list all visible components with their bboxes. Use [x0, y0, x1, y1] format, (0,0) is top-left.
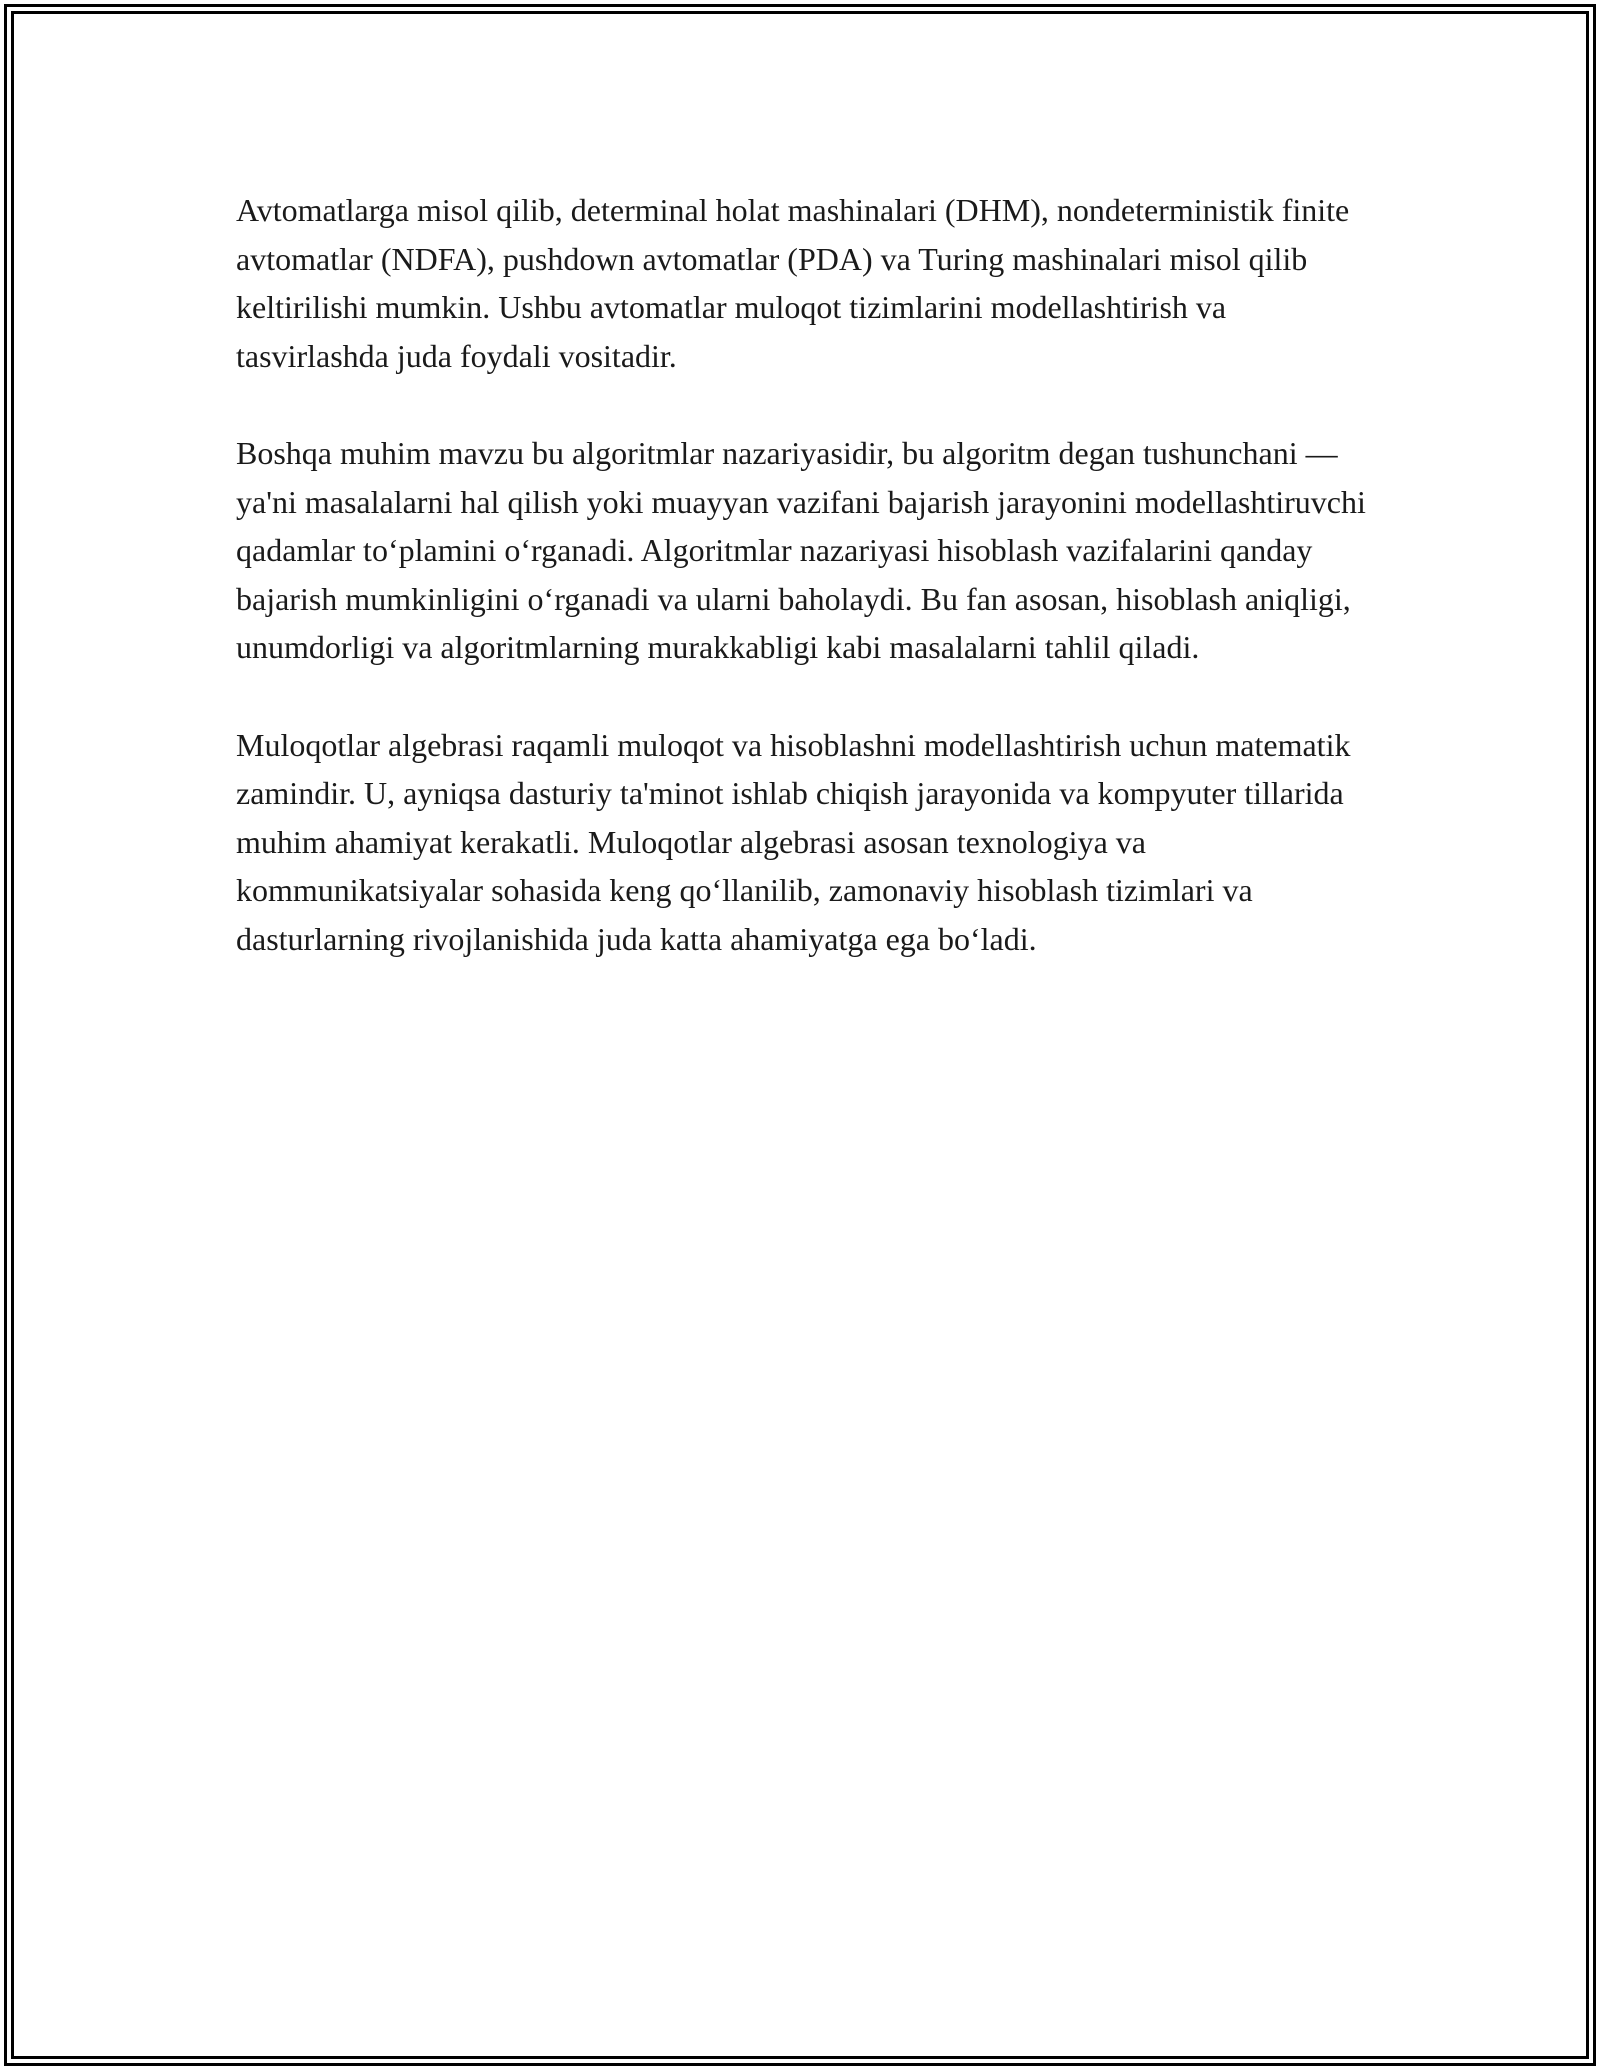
document-body [236, 186, 1376, 1012]
paragraph-automata-examples: Avtomatlarga misol qilib, determinal holat mashinalari (DHM), nondeterministik finite avtomatlar (NDFA), pushdown avtomatlar (PDA) va Turing mashinalari misol qilib keltirilishi mumkin. Ushbu avtomatlar muloqot tizimlarini modellashtirish va tasvirlashda juda foydali vositadir. [236, 192, 1350, 374]
paragraph-communication-algebra: Muloqotlar algebrasi raqamli muloqot va hisoblashni modellashtirish uchun matematik zamindir. U, ayniqsa dasturiy ta'minot ishlab chiqish jarayonida va kompyuter tillarida muhim ahamiyat kerakatli. Muloqotlar algebrasi asosan texnologiya va kommunikatsiyalar sohasida keng qo‘llanilib, zamonaviy hisoblash tizimlari va dasturlarning rivojlanishida juda katta ahamiyatga ega bo‘ladi. [236, 726, 1351, 957]
paragraph-algorithm-theory: Boshqa muhim mavzu bu algoritmlar nazariyasidir, bu algoritm degan tushunchani — ya'ni masalalarni hal qilish yoki muayyan vazifani bajarish jarayonini modellashtiruvchi qadamlar to‘plamini o‘rganadi. Algoritmlar nazariyasi hisoblash vazifalarini qanday bajarish mumkinligini o‘rganadi va ularni baholaydi. Bu fan asosan, hisoblash aniqligi, unumdorligi va algoritmlarning murakkabligi kabi masalalarni tahlil qiladi. [236, 435, 1366, 665]
